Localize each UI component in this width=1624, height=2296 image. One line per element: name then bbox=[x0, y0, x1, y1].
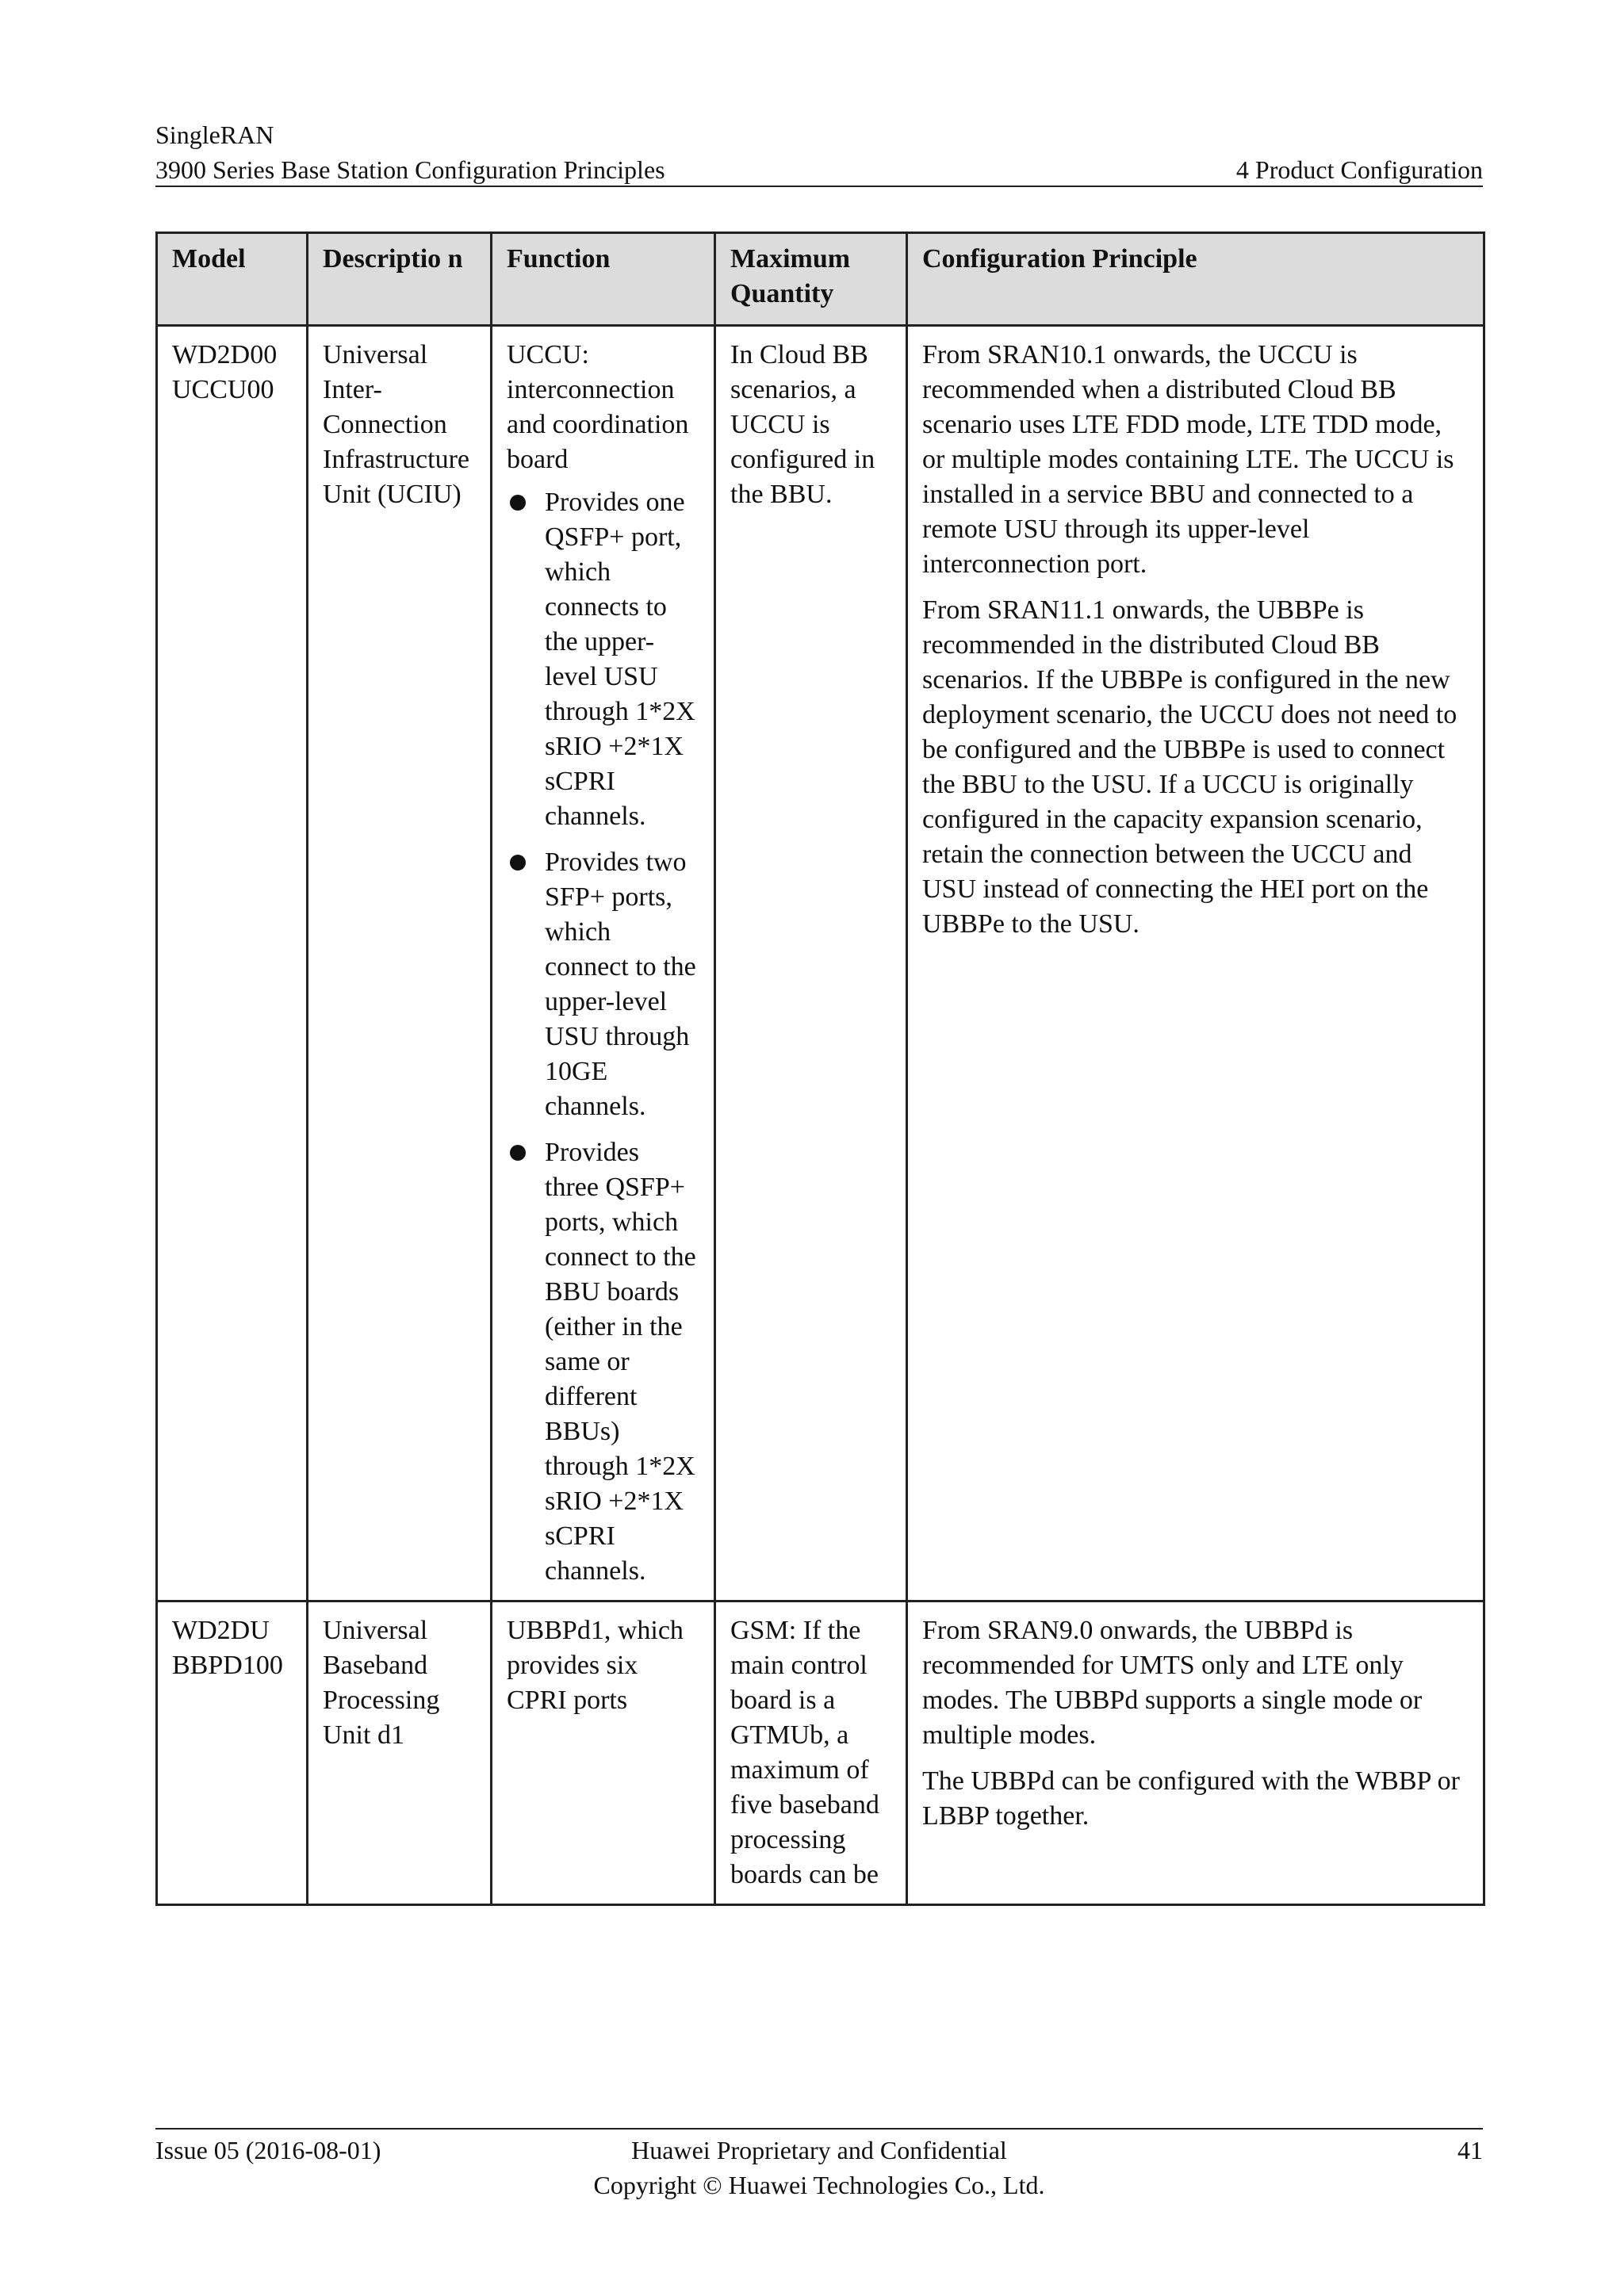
cell-max-quantity: In Cloud BB scenarios, a UCCU is configured in the BBU. bbox=[715, 326, 907, 1601]
bullet-icon bbox=[510, 495, 526, 511]
header-product: SingleRAN bbox=[155, 121, 274, 149]
function-intro: UCCU: interconnection and coordination board bbox=[507, 340, 689, 474]
footer-rule bbox=[155, 2128, 1483, 2130]
principle-paragraph: From SRAN10.1 onwards, the UCCU is recommended when a distributed Cloud BB scenario uses LTE FDD mode, LTE TDD mode, or multiple modes containing LTE. The UCCU is installed in a service BBU and connected to a remote USU through its upper-level interconnection port. bbox=[922, 340, 1454, 579]
footer-issue: Issue 05 (2016-08-01) bbox=[155, 2136, 381, 2164]
list-item: Provides one QSFP+ port, which connects to the upper-level USU through 1*2X sRIO +2*1X sCPRI channels. bbox=[507, 485, 699, 834]
bullet-icon bbox=[510, 855, 526, 871]
footer-confidential: Huawei Proprietary and Confidential bbox=[631, 2136, 1007, 2164]
column-header-configuration-principle: Configuration Principle bbox=[907, 233, 1484, 326]
cell-function bbox=[492, 326, 715, 1601]
function-bullet-list bbox=[507, 485, 699, 1589]
footer-copyright: Copyright © Huawei Technologies Co., Ltd. bbox=[593, 2171, 1045, 2199]
cell-max-quantity: GSM: If the main control board is a GTMUb, a maximum of five baseband processing boards can be bbox=[715, 1601, 907, 1905]
column-header-description: Descriptio n bbox=[308, 233, 492, 326]
list-item: Provides three QSFP+ ports, which connect to the BBU boards (either in the same or different BBUs) through 1*2X sRIO +2*1X sCPRI channels. bbox=[507, 1135, 699, 1589]
principle-paragraph: The UBBPd can be configured with the WBBP or LBBP together. bbox=[922, 1766, 1461, 1831]
cell-description: Universal Inter-Connection Infrastructure Unit (UCIU) bbox=[308, 326, 492, 1601]
column-header-function: Function bbox=[492, 233, 715, 326]
page-header bbox=[155, 117, 1483, 187]
configuration-table bbox=[155, 232, 1485, 1906]
column-header-model: Model bbox=[157, 233, 308, 326]
cell-model: WD2D00 UCCU00 bbox=[157, 326, 308, 1601]
cell-model: WD2DU BBPD100 bbox=[157, 1601, 308, 1905]
cell-function: UBBPd1, which provides six CPRI ports bbox=[492, 1601, 715, 1905]
page-number: 41 bbox=[1457, 2136, 1483, 2164]
table-row bbox=[157, 1601, 1484, 1905]
column-header-max-quantity: Maximum Quantity bbox=[715, 233, 907, 326]
header-chapter: 4 Product Configuration bbox=[1235, 155, 1483, 184]
cell-description: Universal Baseband Processing Unit d1 bbox=[308, 1601, 492, 1905]
bullet-icon bbox=[510, 1145, 526, 1161]
list-item: Provides two SFP+ ports, which connect to the upper-level USU through 10GE channels. bbox=[507, 845, 699, 1124]
table-header-row bbox=[157, 233, 1484, 326]
principle-paragraph: From SRAN11.1 onwards, the UBBPe is recommended in the distributed Cloud BB scenarios. If the UBBPe is configured in the new deployment scenario, the UCCU does not need to be configured and the UBBPe is used to connect the BBU to the USU. If a UCCU is originally configured in the capacity expansion scenario, retain the connection between the UCCU and USU instead of connecting the HEI port on the UBBPe to the USU. bbox=[922, 595, 1457, 939]
cell-configuration-principle bbox=[907, 326, 1484, 1601]
principle-paragraph: From SRAN9.0 onwards, the UBBPd is recommended for UMTS only and LTE only modes. The UBBPd supports a single mode or multiple modes. bbox=[922, 1616, 1423, 1750]
footer-center bbox=[155, 2133, 1483, 2202]
header-doc-title: 3900 Series Base Station Configuration Principles bbox=[155, 155, 665, 184]
cell-configuration-principle bbox=[907, 1601, 1484, 1905]
header-rule bbox=[155, 186, 1483, 187]
table-row bbox=[157, 326, 1484, 1601]
